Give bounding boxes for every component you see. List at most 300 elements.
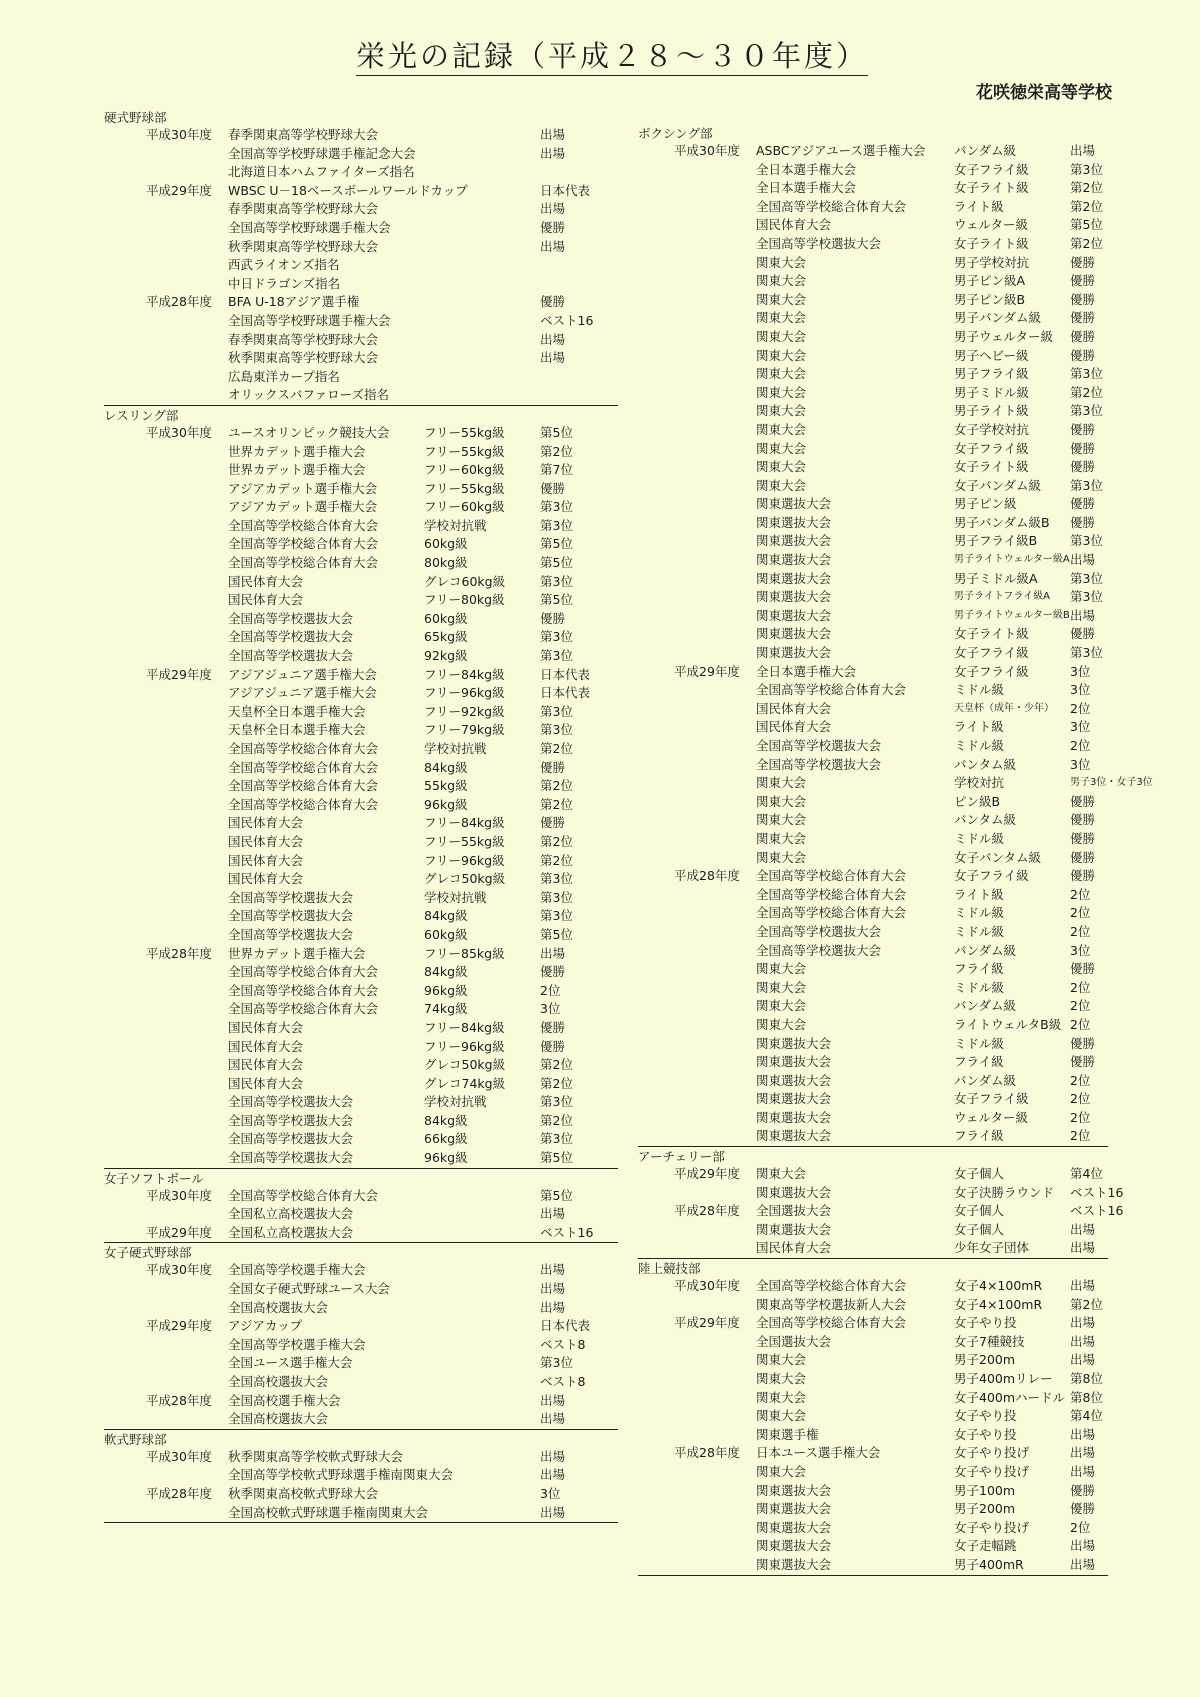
record-row (638, 904, 1108, 923)
result-label: 日本代表 (540, 182, 591, 198)
event-name: 関東選抜大会 (756, 626, 832, 642)
event-name: 関東大会 (756, 328, 807, 344)
class-label: 80kg級 (424, 555, 468, 571)
record-row (638, 328, 1108, 347)
result-label: 出場 (1070, 607, 1096, 623)
class-label: 84kg級 (424, 1112, 468, 1128)
record-row (104, 814, 618, 833)
record-row (104, 1149, 618, 1168)
class-label: 女子フライ級 (954, 645, 1029, 661)
result-label: 第5位 (540, 592, 573, 608)
class-label: 男子200m (954, 1352, 1016, 1368)
class-label: 女子400mハードル (954, 1389, 1066, 1405)
result-label: 出場 (1070, 1426, 1096, 1442)
year-label: 平成30年度 (146, 424, 212, 440)
year-label: 平成30年度 (146, 1187, 212, 1203)
event-name: 関東大会 (756, 812, 807, 828)
event-name: 関東選抜大会 (756, 552, 832, 568)
record-row (638, 942, 1108, 961)
record-row (638, 737, 1108, 756)
class-label: 女子ライト級 (954, 180, 1029, 196)
event-name: 天皇杯全日本選手権大会 (228, 722, 366, 738)
class-label: 男子バンダム級 (954, 310, 1042, 326)
event-name: 関東選抜大会 (756, 1221, 832, 1237)
record-row (638, 997, 1108, 1016)
result-label: 優勝 (1070, 514, 1096, 530)
event-name: 関東大会 (756, 273, 807, 289)
event-name: 関東選抜大会 (756, 1072, 832, 1088)
record-row (638, 365, 1108, 384)
event-name: 関東選抜大会 (756, 589, 832, 605)
event-name: 広島東洋カープ指名 (228, 368, 340, 384)
left-column (104, 109, 618, 1524)
event-name: 全国高等学校野球選手権大会 (228, 219, 391, 235)
result-label: 優勝 (1070, 459, 1096, 475)
class-label: フリー92kg級 (424, 703, 505, 719)
event-name: 全国高等学校選抜大会 (756, 235, 882, 251)
event-name: 北海道日本ハムファイターズ指名 (228, 164, 415, 180)
result-label: 3位 (1070, 719, 1091, 735)
record-row (638, 198, 1108, 217)
class-label: 学校対抗戦 (424, 889, 487, 905)
event-name: 全国高等学校総合体育大会 (228, 759, 379, 775)
result-label: 第3位 (540, 1094, 573, 1110)
event-name: 関東大会 (756, 403, 807, 419)
event-name: 関東高等学校選抜新人大会 (756, 1296, 907, 1312)
class-label: 男子ミドル級A (954, 570, 1038, 586)
record-row (638, 1463, 1108, 1482)
result-label: 優勝 (540, 964, 566, 980)
event-name: 関東選抜大会 (756, 1482, 832, 1498)
event-name: 関東選抜大会 (756, 1556, 832, 1572)
class-label: フリー96kg級 (424, 685, 505, 701)
result-label: 出場 (540, 238, 566, 254)
record-row (104, 163, 618, 182)
result-label: 男子3位・女子3位 (1070, 777, 1153, 789)
record-row (104, 1093, 618, 1112)
result-label: 第3位 (1070, 477, 1103, 493)
event-name: 全国選抜大会 (756, 1203, 832, 1219)
class-label: ミドル級 (954, 923, 1005, 939)
record-row (104, 982, 618, 1001)
class-label: フライ級 (954, 961, 1004, 977)
result-label: 出場 (1070, 1463, 1096, 1479)
event-name: 関東大会 (756, 291, 807, 307)
result-label: 優勝 (1070, 812, 1096, 828)
record-row (104, 1354, 618, 1373)
class-label: 女子ライト級 (954, 235, 1029, 251)
class-label: バンダム級 (954, 1072, 1017, 1088)
class-label: 男子バンダム級B (954, 514, 1050, 530)
result-label: 第7位 (540, 462, 573, 478)
event-name: 関東大会 (756, 1408, 807, 1424)
result-label: 出場 (1070, 1278, 1096, 1294)
event-name: 関東選抜大会 (756, 533, 832, 549)
result-label: 出場 (540, 1448, 566, 1464)
year-label: 平成29年度 (146, 666, 212, 682)
class-label: 学校対抗戦 (424, 741, 487, 756)
class-label: フリー96kg級 (424, 852, 505, 868)
event-name: WBSC U－18ベースボールワールドカップ (228, 182, 468, 198)
result-label: 第3位 (1070, 533, 1103, 549)
year-label: 平成29年度 (674, 1166, 740, 1182)
result-label: 優勝 (540, 480, 566, 496)
class-label: フライ級 (954, 1128, 1004, 1144)
event-name: 関東大会 (756, 961, 807, 977)
event-name: 全国高校選抜大会 (228, 1299, 329, 1315)
record-row (104, 963, 618, 982)
record-row (104, 870, 618, 889)
record-row (638, 1556, 1108, 1575)
record-row (104, 1299, 618, 1318)
record-row (104, 1485, 618, 1504)
event-name: 関東大会 (756, 979, 807, 995)
year-label: 平成29年度 (146, 1224, 212, 1240)
record-row (104, 777, 618, 796)
record-row (104, 368, 618, 387)
event-name: ユースオリンピック競技大会 (228, 424, 390, 440)
class-label: ウェルター級 (954, 1109, 1029, 1125)
event-name: 関東大会 (756, 421, 807, 437)
class-label: 女子4×100mR (954, 1296, 1043, 1312)
result-label: 優勝 (540, 219, 566, 235)
event-name: 関東選抜大会 (756, 1538, 832, 1554)
class-label: バンダム級 (954, 998, 1017, 1014)
record-row (104, 1112, 618, 1131)
event-name: 国民体育大会 (228, 852, 304, 868)
result-label: 出場 (540, 201, 566, 217)
result-label: 優勝 (1070, 254, 1096, 270)
record-row (104, 275, 618, 294)
event-name: 関東大会 (756, 1389, 807, 1405)
class-label: 女子フライ級 (954, 440, 1029, 456)
result-label: 第3位 (540, 517, 573, 533)
class-label: フリー84kg級 (424, 666, 505, 682)
event-name: 全国高校選抜大会 (228, 1411, 329, 1427)
class-label: 女子フライ級 (954, 161, 1029, 177)
result-label: 優勝 (1070, 310, 1096, 326)
result-label: 第5位 (540, 1150, 573, 1166)
section-title: 軟式野球部 (104, 1431, 167, 1447)
result-label: 第3位 (1070, 366, 1103, 382)
class-label: 少年女子団体 (954, 1240, 1030, 1256)
record-row (638, 1072, 1108, 1091)
result-label: 第5位 (1070, 217, 1103, 233)
record-row (104, 126, 618, 145)
class-label: 学校対抗戦 (424, 517, 487, 533)
record-row (104, 1000, 618, 1019)
result-label: 優勝 (1070, 1482, 1096, 1498)
result-label: 出場 (540, 1262, 566, 1278)
result-label: 優勝 (540, 1019, 566, 1035)
result-label: 2位 (1070, 1519, 1091, 1535)
record-row (638, 514, 1108, 533)
class-label: グレコ50kg級 (424, 1057, 506, 1073)
class-label: フリー55kg級 (424, 443, 505, 459)
result-label: 第3位 (540, 648, 573, 664)
class-label: ミドル級 (954, 905, 1005, 921)
class-label: 男子400mR (954, 1556, 1024, 1572)
class-label: 女子やり投 (954, 1315, 1017, 1331)
record-row (104, 219, 618, 238)
class-label: ミドル級 (954, 738, 1005, 753)
class-label: 学校対抗 (954, 775, 1005, 791)
result-label: 2位 (1070, 700, 1091, 716)
section-title: レスリング部 (104, 407, 179, 423)
result-label: 優勝 (1070, 961, 1096, 977)
record-row (638, 1053, 1108, 1072)
record-row (638, 1277, 1108, 1296)
year-label: 平成28年度 (674, 1445, 740, 1461)
class-label: 女子7種競技 (954, 1333, 1025, 1349)
result-label: 第3位 (540, 871, 573, 887)
event-name: 関東選抜大会 (756, 1519, 832, 1535)
record-row (638, 756, 1108, 775)
record-row (104, 852, 618, 871)
record-row (638, 440, 1108, 459)
event-name: 全国選抜大会 (756, 1333, 832, 1349)
year-label: 平成30年度 (146, 1448, 212, 1464)
event-name: 関東大会 (756, 775, 807, 791)
year-label: 平成29年度 (146, 182, 212, 198)
section-title: 陸上競技部 (638, 1261, 701, 1277)
class-label: ライト級 (954, 198, 1004, 214)
event-name: 全日本選手権大会 (756, 663, 857, 679)
record-row (104, 1056, 618, 1075)
record-row (638, 458, 1108, 477)
result-label: 日本代表 (540, 666, 591, 682)
year-label: 平成30年度 (674, 143, 740, 158)
record-row (638, 1239, 1108, 1258)
result-label: 優勝 (1070, 421, 1096, 437)
class-label: フリー85kg級 (424, 945, 505, 961)
record-row (104, 293, 618, 312)
result-label: 出場 (540, 945, 566, 961)
record-row (104, 424, 618, 443)
section (104, 109, 618, 406)
event-name: 全国ユース選手権大会 (228, 1355, 353, 1371)
result-label: 優勝 (540, 610, 566, 626)
record-row (104, 238, 618, 257)
result-label: 2位 (1070, 979, 1091, 995)
event-name: 秋季関東高等学校軟式野球大会 (228, 1448, 404, 1464)
result-label: 2位 (1070, 905, 1091, 921)
result-label: 出場 (1070, 1556, 1096, 1572)
year-label: 平成29年度 (146, 1318, 212, 1334)
class-label: 女子個人 (954, 1203, 1005, 1219)
result-label: 出場 (1070, 143, 1096, 158)
result-label: 第4位 (1070, 1408, 1103, 1424)
event-name: 関東選抜大会 (756, 1128, 832, 1144)
section-title: ボクシング部 (638, 126, 713, 141)
result-label: 3位 (1070, 663, 1091, 679)
school-name: 花咲徳栄高等学校 (976, 83, 1112, 103)
result-label: 第5位 (540, 555, 573, 571)
result-label: 第3位 (540, 573, 573, 589)
result-label: 2位 (1070, 1091, 1091, 1107)
result-label: 3位 (540, 1485, 561, 1501)
class-label: 女子走幅跳 (954, 1538, 1017, 1554)
event-name: 全国高等学校軟式野球選手権南関東大会 (228, 1467, 454, 1483)
record-row (638, 849, 1108, 868)
record-row (638, 291, 1108, 310)
class-label: ライトウェルタB級 (954, 1016, 1062, 1032)
event-name: 全国高等学校総合体育大会 (228, 1001, 379, 1017)
class-label: 男子ピン級 (954, 496, 1017, 512)
record-row (104, 1373, 618, 1392)
section (104, 1170, 618, 1244)
event-name: 国民体育大会 (228, 1075, 304, 1091)
record-row (104, 1504, 618, 1523)
class-label: 60kg級 (424, 610, 468, 626)
event-name: 全国女子硬式野球ユース大会 (228, 1281, 390, 1297)
event-name: 国民体育大会 (228, 592, 304, 608)
record-row (104, 591, 618, 610)
result-label: 第3位 (1070, 161, 1103, 177)
record-row (104, 684, 618, 703)
year-label: 平成28年度 (146, 945, 212, 961)
result-label: 優勝 (1070, 830, 1096, 846)
event-name: BFA U-18アジア選手権 (228, 294, 360, 310)
record-row (104, 386, 618, 405)
result-label: ベスト16 (540, 1224, 594, 1240)
result-label: 出場 (540, 350, 566, 366)
result-label: 第2位 (540, 1075, 573, 1091)
record-row (638, 1035, 1108, 1054)
event-name: 関東選抜大会 (756, 1501, 832, 1517)
result-label: 出場 (540, 1392, 566, 1408)
event-name: 関東選手権 (756, 1426, 819, 1442)
event-name: 西武ライオンズ指名 (228, 257, 340, 273)
result-label: 出場 (540, 1299, 566, 1315)
result-label: 出場 (1070, 1315, 1096, 1331)
class-label: グレコ60kg級 (424, 573, 506, 589)
result-label: 第3位 (540, 722, 573, 738)
class-label: 男子ヘビー級 (954, 347, 1029, 363)
class-label: フリー55kg級 (424, 480, 505, 496)
record-row (104, 182, 618, 201)
result-label: 優勝 (1070, 328, 1096, 344)
result-label: 出場 (1070, 1445, 1096, 1461)
class-label: 女子フライ級 (954, 1091, 1029, 1107)
record-row (638, 1444, 1108, 1463)
event-name: アジアカップ (228, 1318, 303, 1334)
event-name: 全国高等学校選抜大会 (228, 648, 354, 664)
result-label: 2位 (1070, 998, 1091, 1014)
event-name: 国民体育大会 (228, 871, 304, 887)
event-name: 関東大会 (756, 384, 807, 400)
record-row (104, 796, 618, 815)
result-label: 第2位 (540, 778, 573, 794)
class-label: 84kg級 (424, 964, 468, 980)
record-row (104, 703, 618, 722)
event-name: 国民体育大会 (228, 1057, 304, 1073)
event-name: 秋季関東高等学校野球大会 (228, 350, 379, 366)
result-label: 優勝 (540, 815, 566, 831)
record-row (104, 1205, 618, 1224)
result-label: 優勝 (1070, 496, 1096, 512)
class-label: 天皇杯（成年・少年） (954, 702, 1054, 714)
result-label: 優勝 (1070, 347, 1096, 363)
section (638, 1260, 1108, 1576)
class-label: フライ級 (954, 1054, 1004, 1070)
result-label: 優勝 (1070, 868, 1096, 884)
event-name: 関東大会 (756, 440, 807, 456)
event-name: 秋季関東高等学校野球大会 (228, 238, 379, 254)
event-name: 国民体育大会 (228, 573, 304, 589)
class-label: 男子ピン級B (954, 291, 1026, 307)
class-label: ミドル級 (954, 830, 1005, 846)
event-name: 関東選抜大会 (756, 607, 832, 623)
result-label: 出場 (540, 331, 566, 347)
section-title: 女子ソフトボール (104, 1170, 204, 1186)
record-row (638, 923, 1108, 942)
class-label: 96kg級 (424, 1150, 468, 1166)
event-name: 全国高等学校総合体育大会 (228, 1187, 379, 1203)
event-name: 全日本選手権大会 (756, 161, 857, 177)
event-name: 国民体育大会 (228, 1038, 304, 1054)
class-label: 男子100m (954, 1482, 1016, 1498)
record-row (638, 1184, 1124, 1203)
event-name: 全国高等学校総合体育大会 (756, 1278, 907, 1294)
record-row (104, 1130, 618, 1149)
event-name: オリックスバファローズ指名 (228, 387, 390, 403)
event-name: 国民体育大会 (756, 1240, 832, 1256)
result-label: 3位 (1070, 756, 1091, 772)
event-name: 全国高等学校選手権大会 (228, 1262, 366, 1278)
class-label: フリー80kg級 (424, 592, 505, 608)
class-label: 学校対抗戦 (424, 1094, 487, 1110)
event-name: アジアジュニア選手権大会 (228, 685, 377, 701)
year-label: 平成30年度 (674, 1278, 740, 1294)
result-label: 第2位 (1070, 198, 1103, 214)
event-name: 全国私立高校選抜大会 (228, 1224, 354, 1240)
event-name: 全国高等学校総合体育大会 (756, 682, 907, 698)
record-row (638, 1109, 1108, 1128)
record-row (104, 740, 618, 759)
year-label: 平成28年度 (674, 868, 740, 884)
result-label: 第5位 (540, 1187, 573, 1203)
class-label: ミドル級 (954, 979, 1005, 995)
record-row (104, 1466, 618, 1485)
class-label: 84kg級 (424, 759, 468, 775)
result-label: 第5位 (540, 536, 573, 552)
result-label: 2位 (1070, 923, 1091, 939)
class-label: 女子決勝ラウンド (954, 1184, 1055, 1200)
record-row (104, 517, 618, 536)
record-row (638, 1407, 1108, 1426)
section (104, 1431, 618, 1523)
record-row (104, 610, 618, 629)
event-name: 関東選抜大会 (756, 645, 832, 661)
class-label: ミドル級 (954, 682, 1005, 698)
event-name: 国民体育大会 (228, 815, 304, 831)
event-name: 全国高校選手権大会 (228, 1392, 341, 1408)
class-label: 96kg級 (424, 982, 468, 998)
event-name: 関東大会 (756, 347, 807, 363)
record-row (638, 588, 1108, 607)
class-label: 女子フライ級 (954, 868, 1029, 884)
record-row (104, 443, 618, 462)
class-label: 男子ライトウェルター級A (954, 554, 1070, 566)
result-label: 第2位 (1070, 235, 1103, 251)
result-label: 2位 (1070, 1072, 1091, 1088)
class-label: 男子ウェルター級 (954, 328, 1054, 344)
result-label: 優勝 (1070, 273, 1096, 289)
result-label: 出場 (540, 1411, 566, 1427)
event-name: 全国高等学校選手権大会 (228, 1336, 366, 1352)
class-label: ライト級 (954, 886, 1004, 902)
